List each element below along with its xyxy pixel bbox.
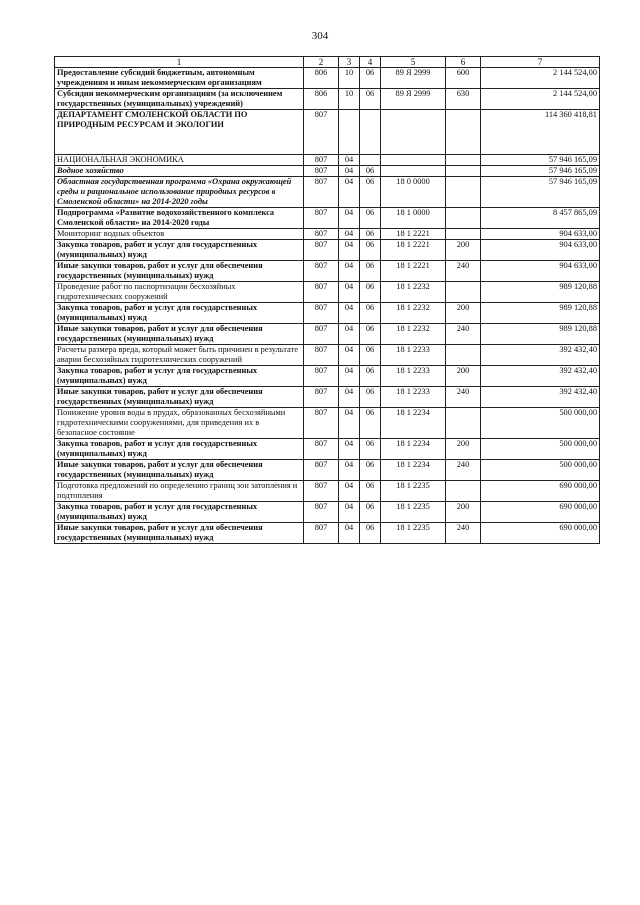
row-expense-type: 200	[446, 303, 481, 324]
row-amount: 500 000,00	[481, 460, 600, 481]
row-amount: 500 000,00	[481, 439, 600, 460]
row-target-article: 18 1 2233	[381, 387, 446, 408]
row-target-article	[381, 166, 446, 177]
row-section: 04	[339, 303, 360, 324]
row-ministry-code: 806	[304, 89, 339, 110]
row-expense-type: 240	[446, 387, 481, 408]
row-name: Закупка товаров, работ и услуг для государственных (муниципальных) нужд	[55, 240, 304, 261]
row-ministry-code: 807	[304, 439, 339, 460]
row-expense-type	[446, 155, 481, 166]
row-expense-type: 240	[446, 324, 481, 345]
row-target-article: 18 1 2235	[381, 481, 446, 502]
row-target-article	[381, 155, 446, 166]
row-section: 04	[339, 240, 360, 261]
row-target-article: 18 1 2235	[381, 502, 446, 523]
row-amount: 57 946 165,09	[481, 177, 600, 208]
row-name: Иные закупки товаров, работ и услуг для обеспечения государственных (муниципальных) нужд	[55, 387, 304, 408]
row-name: Областная государственная программа «Охрана окружающей среды и рациональное использование природных ресурсов в Смоленской области» на 2014-2020 годы	[55, 177, 304, 208]
table-row	[55, 166, 600, 177]
row-name: Закупка товаров, работ и услуг для государственных (муниципальных) нужд	[55, 502, 304, 523]
row-expense-type	[446, 345, 481, 366]
table-row	[55, 387, 600, 408]
row-target-article: 18 1 2235	[381, 523, 446, 544]
row-subsection: 06	[360, 282, 381, 303]
row-target-article: 18 1 0000	[381, 208, 446, 229]
row-target-article: 18 1 2232	[381, 282, 446, 303]
row-subsection: 06	[360, 387, 381, 408]
budget-table	[54, 56, 600, 544]
row-target-article: 89 Я 2999	[381, 68, 446, 89]
row-expense-type: 200	[446, 366, 481, 387]
table-row	[55, 282, 600, 303]
row-ministry-code: 807	[304, 261, 339, 282]
row-subsection: 06	[360, 460, 381, 481]
table-row	[55, 481, 600, 502]
row-subsection: 06	[360, 303, 381, 324]
row-subsection: 06	[360, 166, 381, 177]
row-amount: 57 946 165,09	[481, 155, 600, 166]
row-target-article: 18 1 2221	[381, 229, 446, 240]
row-expense-type	[446, 229, 481, 240]
page-number: 304	[311, 30, 329, 42]
row-amount: 500 000,00	[481, 408, 600, 439]
row-expense-type	[446, 481, 481, 502]
row-ministry-code: 807	[304, 345, 339, 366]
header-col-2: 2	[304, 57, 339, 68]
row-subsection: 06	[360, 345, 381, 366]
row-ministry-code: 807	[304, 110, 339, 155]
row-amount: 989 120,88	[481, 324, 600, 345]
row-ministry-code: 807	[304, 208, 339, 229]
row-ministry-code: 807	[304, 460, 339, 481]
row-section: 04	[339, 387, 360, 408]
row-subsection: 06	[360, 261, 381, 282]
row-expense-type	[446, 282, 481, 303]
row-amount: 989 120,88	[481, 303, 600, 324]
table-row	[55, 366, 600, 387]
table-row	[55, 439, 600, 460]
row-amount: 114 360 418,81	[481, 110, 600, 155]
header-col-7: 7	[481, 57, 600, 68]
row-name: Подпрограмма «Развитие водохозяйственного комплекса Смоленской области» на 2014-2020 годы	[55, 208, 304, 229]
row-target-article: 18 0 0000	[381, 177, 446, 208]
table-row	[55, 177, 600, 208]
row-name: Закупка товаров, работ и услуг для государственных (муниципальных) нужд	[55, 439, 304, 460]
row-expense-type: 200	[446, 240, 481, 261]
row-expense-type	[446, 208, 481, 229]
row-amount: 989 120,88	[481, 282, 600, 303]
table-row	[55, 89, 600, 110]
row-section	[339, 110, 360, 155]
row-name: Расчеты размера вреда, который может быть причинен в результате аварии бесхозяйных гидротехнических сооружений	[55, 345, 304, 366]
row-name: Закупка товаров, работ и услуг для государственных (муниципальных) нужд	[55, 366, 304, 387]
row-expense-type: 200	[446, 439, 481, 460]
row-section: 04	[339, 282, 360, 303]
table-row	[55, 502, 600, 523]
row-target-article	[381, 110, 446, 155]
header-col-5: 5	[381, 57, 446, 68]
row-section: 10	[339, 68, 360, 89]
row-target-article: 18 1 2221	[381, 240, 446, 261]
table-row	[55, 155, 600, 166]
row-ministry-code: 807	[304, 324, 339, 345]
table-row	[55, 460, 600, 481]
row-subsection: 06	[360, 502, 381, 523]
row-subsection: 06	[360, 523, 381, 544]
row-name: Субсидии некоммерческим организациям (за исключением государственных (муниципальных) учреждений)	[55, 89, 304, 110]
row-name: Подготовка предложений по определению границ зон затопления и подтопления	[55, 481, 304, 502]
row-subsection: 06	[360, 208, 381, 229]
row-name: Водное хозяйство	[55, 166, 304, 177]
header-col-6: 6	[446, 57, 481, 68]
row-section: 04	[339, 229, 360, 240]
row-amount: 8 457 865,09	[481, 208, 600, 229]
row-subsection: 06	[360, 229, 381, 240]
row-section: 10	[339, 89, 360, 110]
row-section: 04	[339, 366, 360, 387]
row-name: НАЦИОНАЛЬНАЯ ЭКОНОМИКА	[55, 155, 304, 166]
row-subsection: 06	[360, 177, 381, 208]
row-section: 04	[339, 324, 360, 345]
row-name: Проведение работ по паспортизации бесхозяйных гидротехнических сооружений	[55, 282, 304, 303]
row-ministry-code: 807	[304, 155, 339, 166]
row-subsection	[360, 110, 381, 155]
row-expense-type	[446, 166, 481, 177]
table-row	[55, 110, 600, 155]
row-target-article: 18 1 2221	[381, 261, 446, 282]
row-expense-type: 600	[446, 68, 481, 89]
row-target-article: 18 1 2233	[381, 345, 446, 366]
row-target-article: 18 1 2232	[381, 303, 446, 324]
budget-table-body	[55, 57, 600, 544]
row-amount: 57 946 165,09	[481, 166, 600, 177]
row-target-article: 18 1 2234	[381, 439, 446, 460]
row-amount: 690 000,00	[481, 502, 600, 523]
row-amount: 392 432,40	[481, 387, 600, 408]
row-section: 04	[339, 439, 360, 460]
table-row	[55, 523, 600, 544]
row-ministry-code: 807	[304, 229, 339, 240]
row-target-article: 18 1 2233	[381, 366, 446, 387]
header-col-1: 1	[55, 57, 304, 68]
row-expense-type	[446, 110, 481, 155]
row-name: ДЕПАРТАМЕНТ СМОЛЕНСКОЙ ОБЛАСТИ ПО ПРИРОДНЫМ РЕСУРСАМ И ЭКОЛОГИИ	[55, 110, 304, 155]
table-row	[55, 408, 600, 439]
row-expense-type	[446, 408, 481, 439]
row-amount: 2 144 524,00	[481, 68, 600, 89]
table-row	[55, 229, 600, 240]
row-amount: 392 432,40	[481, 366, 600, 387]
row-expense-type: 240	[446, 261, 481, 282]
row-subsection: 06	[360, 439, 381, 460]
row-ministry-code: 807	[304, 366, 339, 387]
row-section: 04	[339, 208, 360, 229]
row-ministry-code: 807	[304, 408, 339, 439]
row-name: Иные закупки товаров, работ и услуг для обеспечения государственных (муниципальных) нужд	[55, 261, 304, 282]
row-subsection: 06	[360, 240, 381, 261]
row-amount: 690 000,00	[481, 523, 600, 544]
row-name: Иные закупки товаров, работ и услуг для обеспечения государственных (муниципальных) нужд	[55, 324, 304, 345]
row-section: 04	[339, 166, 360, 177]
row-amount: 690 000,00	[481, 481, 600, 502]
row-section: 04	[339, 408, 360, 439]
row-ministry-code: 807	[304, 166, 339, 177]
row-ministry-code: 807	[304, 523, 339, 544]
header-row	[55, 57, 600, 68]
row-section: 04	[339, 481, 360, 502]
row-subsection: 06	[360, 324, 381, 345]
row-section: 04	[339, 523, 360, 544]
row-amount: 2 144 524,00	[481, 89, 600, 110]
row-subsection: 06	[360, 481, 381, 502]
row-name: Иные закупки товаров, работ и услуг для обеспечения государственных (муниципальных) нужд	[55, 523, 304, 544]
row-target-article: 89 Я 2999	[381, 89, 446, 110]
row-subsection: 06	[360, 408, 381, 439]
row-ministry-code: 807	[304, 240, 339, 261]
row-ministry-code: 807	[304, 387, 339, 408]
row-target-article: 18 1 2234	[381, 460, 446, 481]
row-section: 04	[339, 460, 360, 481]
row-section: 04	[339, 502, 360, 523]
row-subsection: 06	[360, 366, 381, 387]
row-ministry-code: 807	[304, 282, 339, 303]
row-amount: 904 633,00	[481, 261, 600, 282]
table-row	[55, 261, 600, 282]
row-section: 04	[339, 177, 360, 208]
row-subsection: 06	[360, 68, 381, 89]
row-ministry-code: 806	[304, 68, 339, 89]
row-ministry-code: 807	[304, 303, 339, 324]
row-amount: 392 432,40	[481, 345, 600, 366]
row-target-article: 18 1 2232	[381, 324, 446, 345]
row-section: 04	[339, 261, 360, 282]
row-name: Предоставление субсидий бюджетным, автономным учреждениям и иным некоммерческим организациям	[55, 68, 304, 89]
row-name: Понижение уровня воды в прудах, образованных бесхозяйными гидротехническими сооружениями, для приведения их в безопасное состояние	[55, 408, 304, 439]
header-col-3: 3	[339, 57, 360, 68]
row-expense-type	[446, 177, 481, 208]
row-expense-type: 240	[446, 523, 481, 544]
row-expense-type: 200	[446, 502, 481, 523]
row-ministry-code: 807	[304, 177, 339, 208]
row-name: Мониторинг водных объектов	[55, 229, 304, 240]
table-row	[55, 68, 600, 89]
table-row	[55, 345, 600, 366]
row-target-article: 18 1 2234	[381, 408, 446, 439]
table-row	[55, 324, 600, 345]
row-ministry-code: 807	[304, 481, 339, 502]
row-name: Иные закупки товаров, работ и услуг для обеспечения государственных (муниципальных) нужд	[55, 460, 304, 481]
header-col-4: 4	[360, 57, 381, 68]
row-amount: 904 633,00	[481, 240, 600, 261]
row-subsection: 06	[360, 89, 381, 110]
table-row	[55, 240, 600, 261]
row-expense-type: 630	[446, 89, 481, 110]
row-name: Закупка товаров, работ и услуг для государственных (муниципальных) нужд	[55, 303, 304, 324]
row-subsection	[360, 155, 381, 166]
row-section: 04	[339, 345, 360, 366]
row-amount: 904 633,00	[481, 229, 600, 240]
table-row	[55, 303, 600, 324]
table-row	[55, 208, 600, 229]
row-section: 04	[339, 155, 360, 166]
row-ministry-code: 807	[304, 502, 339, 523]
row-expense-type: 240	[446, 460, 481, 481]
